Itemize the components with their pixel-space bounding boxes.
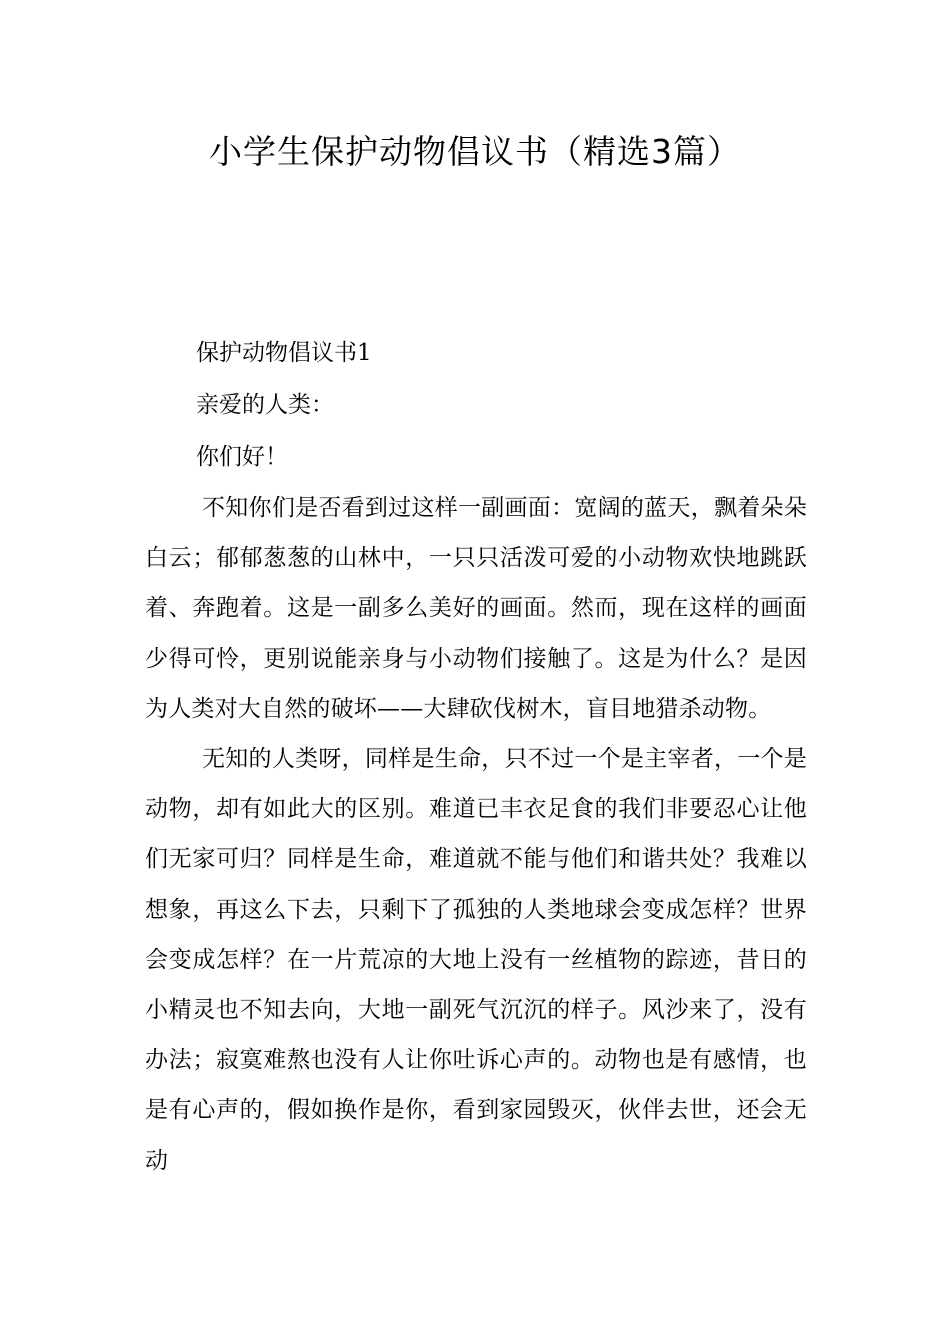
section-heading: 保护动物倡议书1 [196,340,372,366]
document-title: 小学生保护动物倡议书（精选3篇） [209,132,741,171]
body-paragraph: 无知的人类呀，同样是生命，只不过一个是主宰者，一个是动物，却有如此大的区别。难道已丰衣足食的我们非要忍心让他们无家可归？同样是生命，难道就不能与他们和谐共处？我难以想象，再这么下去，只剩下了孤独的人类地球会变成怎样？世界会变成怎样？在一片荒凉的大地上没有一丝植物的踪迹，昔日的小精灵也不知去向，大地一副死气沉沉的样子。风沙来了，没有办法；寂寞难熬也没有人让你吐诉心声的。动物也是有感情，也是有心声的，假如换作是你，看到家园毁灭，伙伴去世，还会无动 [145,746,807,1174]
document-body [145,327,807,1186]
body-paragraph: 不知你们是否看到过这样一副画面：宽阔的蓝天，飘着朵朵白云；郁郁葱葱的山林中，一只只活泼可爱的小动物欢快地跳跃着、奔跑着。这是一副多么美好的画面。然而，现在这样的画面少得可怜，更别说能亲身与小动物们接触了。这是为什么？是因为人类对大自然的破坏——大肆砍伐树木，盲目地猎杀动物。 [145,495,807,722]
greeting: 你们好！ [196,444,288,470]
salutation: 亲爱的人类： [196,392,334,418]
